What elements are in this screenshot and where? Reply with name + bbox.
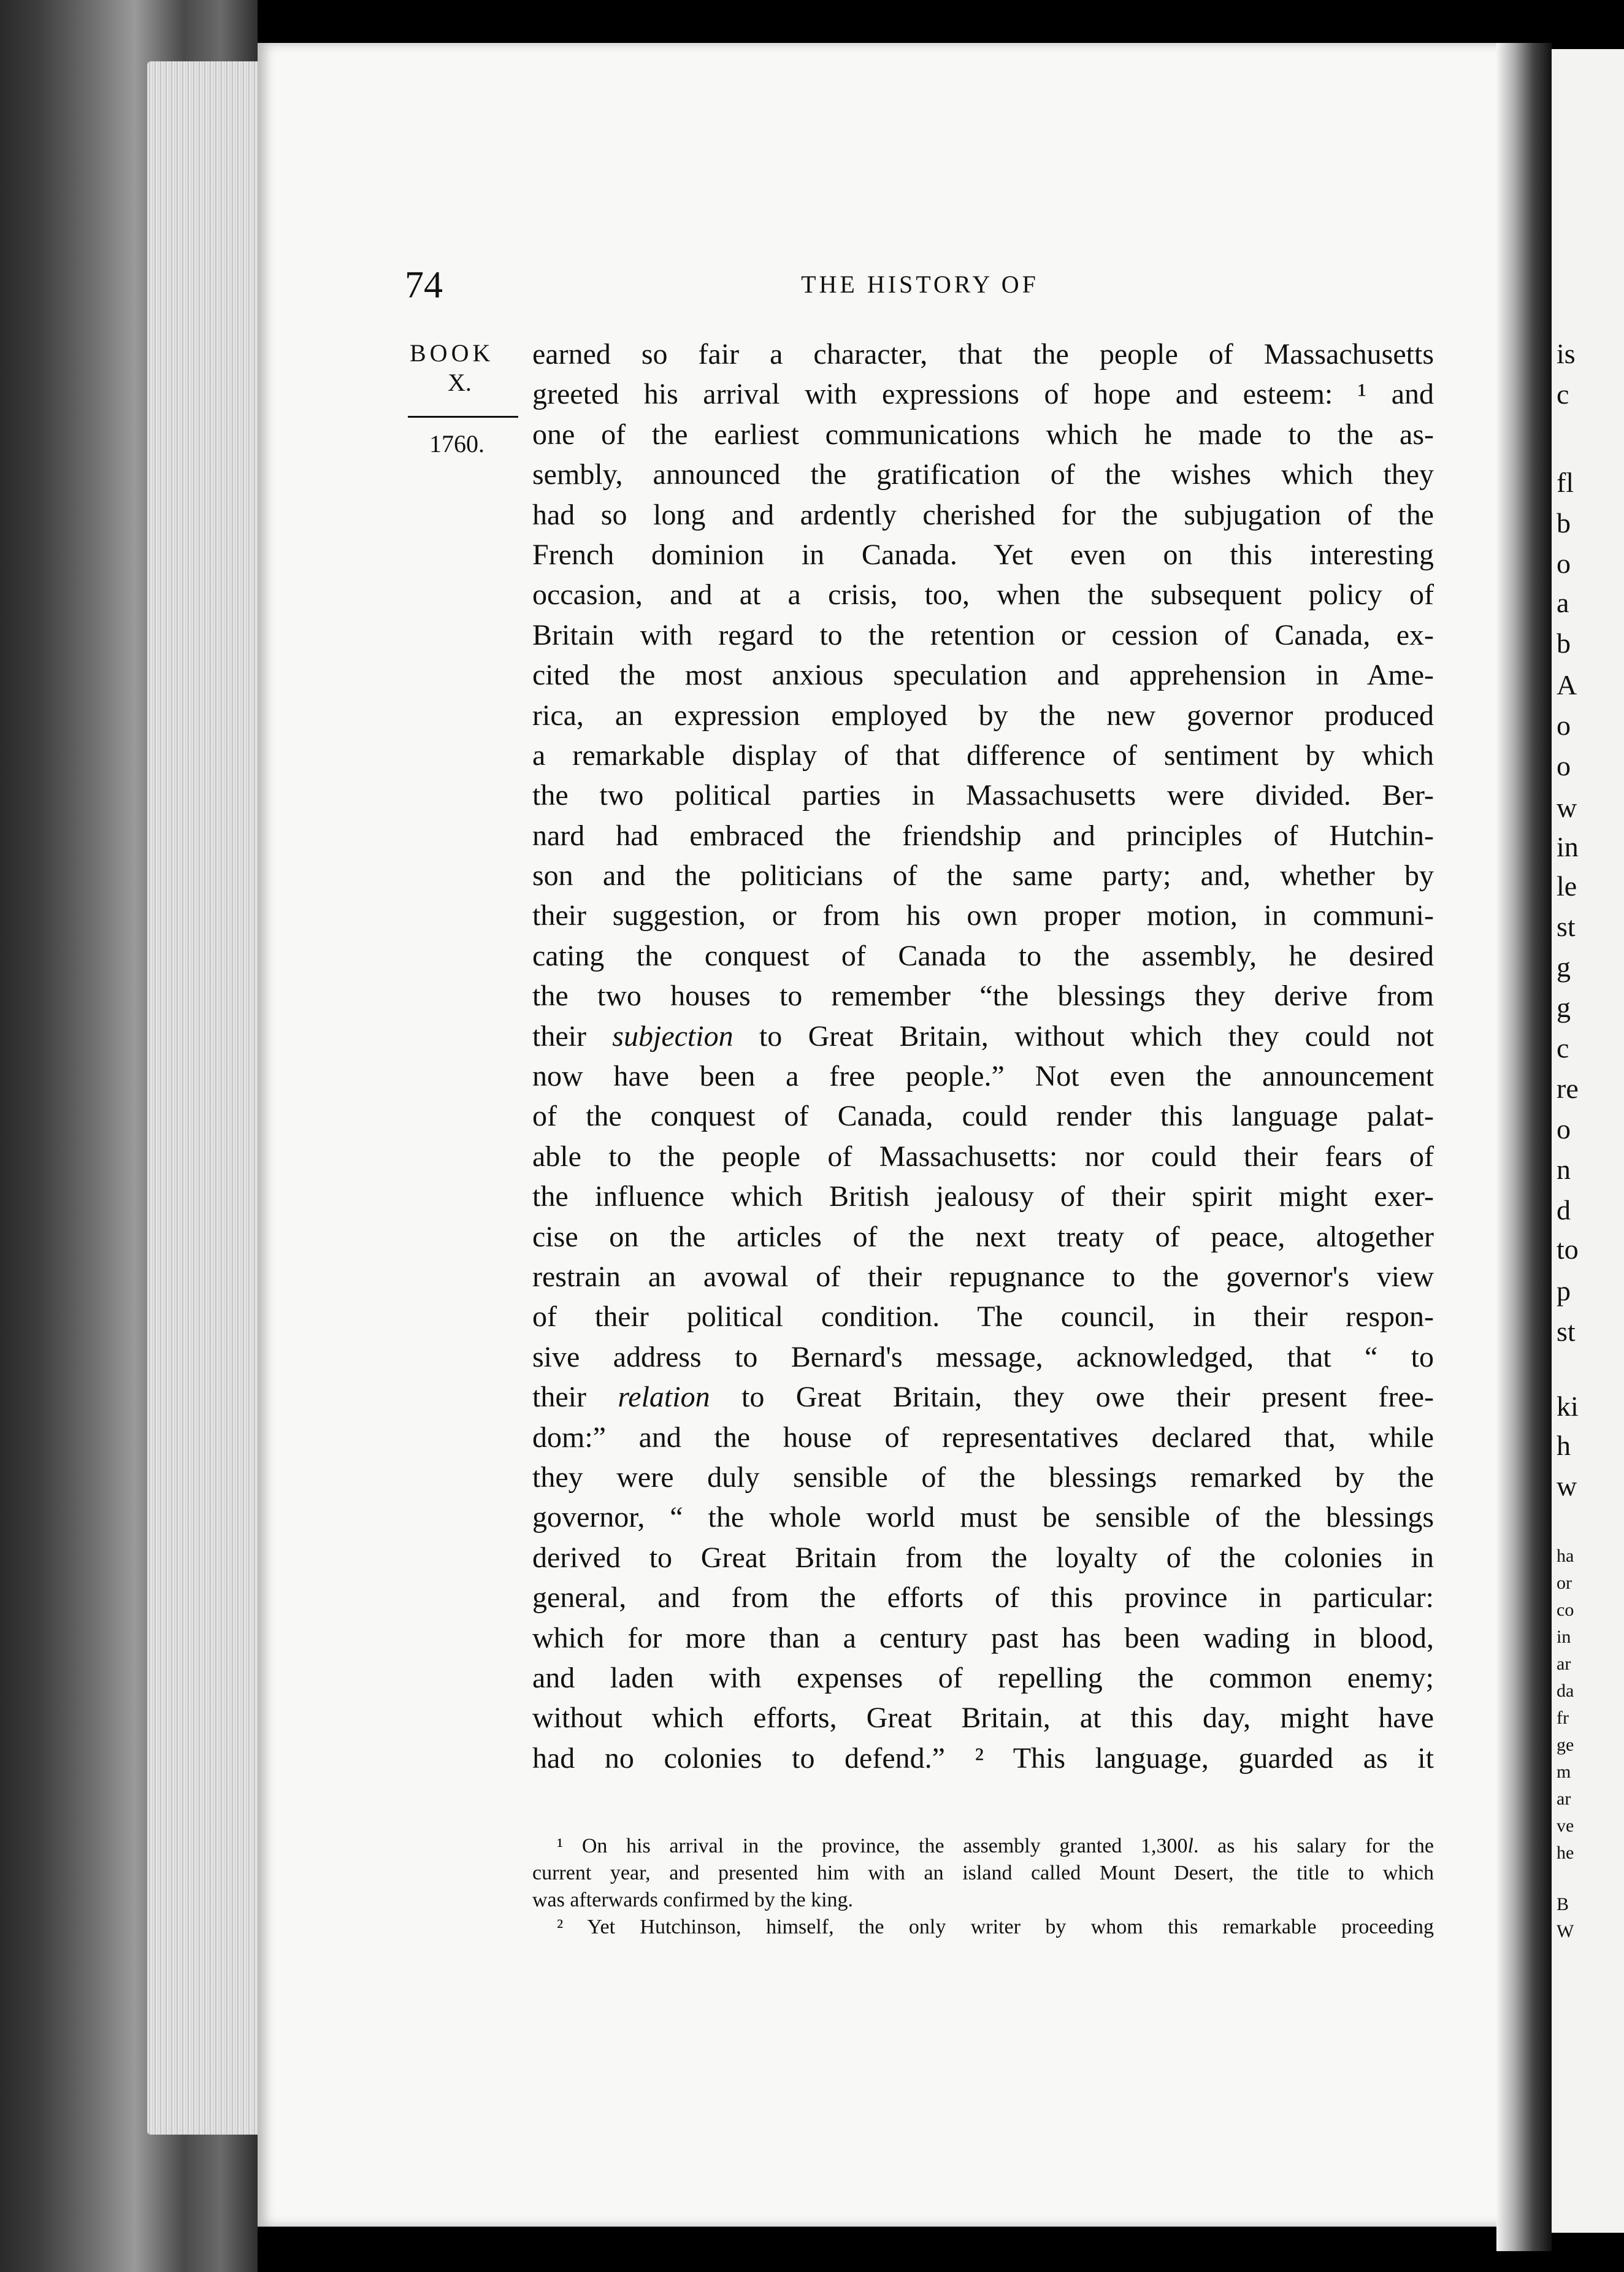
facing-page-note-fragment: he [1557,1843,1574,1863]
body-line: sembly, announced the gratification of the wishes which they [532,458,1434,491]
facing-page-fragment: b [1557,627,1571,659]
page-number: 74 [405,264,443,306]
footnotes [532,1833,1434,1941]
running-head: THE HISTORY OF [801,271,1039,298]
facing-page-fragment: re [1557,1073,1579,1104]
body-line: which for more than a century past has been wading in blood, [532,1621,1434,1654]
body-line: greeted his arrival with expressions of hope and esteem: ¹ and [532,378,1434,411]
facing-page-fragment: a [1557,587,1569,618]
body-line: cise on the articles of the next treaty of peace, altogether [532,1220,1434,1253]
facing-page-fragment: st [1557,911,1576,942]
facing-page-fragment: A [1557,669,1577,700]
body-line: and laden with expenses of repelling the common enemy; [532,1661,1434,1694]
margin-rule [408,416,518,418]
body-text [532,334,1434,1778]
facing-page-fragment: le [1557,870,1577,902]
facing-page-fragment: o [1557,710,1571,741]
margin-book-label: BOOK [410,339,494,367]
footnote-line: was afterwards confirmed by the king. [532,1889,854,1911]
body-line: Britain with regard to the retention or cession of Canada, ex- [532,618,1434,651]
facing-page-fragment: n [1557,1154,1571,1185]
body-line: derived to Great Britain from the loyalty of the colonies in [532,1541,1434,1574]
facing-page-fragment: p [1557,1275,1571,1307]
body-line: had so long and ardently cherished for the subjugation of the [532,498,1434,531]
body-line: restrain an avowal of their repugnance to the governor's view [532,1260,1434,1293]
facing-page-fragment: g [1557,992,1571,1023]
body-line: the two political parties in Massachusetts were divided. Ber- [532,779,1434,812]
facing-page-fragment: c [1557,1032,1569,1064]
body-line: their relation to Great Britain, they owe their present free- [532,1381,1434,1414]
body-line: their subjection to Great Britain, without which they could not [532,1019,1434,1053]
footnote-line: ¹ On his arrival in the province, the assembly granted 1,300l. as his salary for the [557,1835,1434,1857]
facing-page-note-fragment: in [1557,1627,1571,1647]
facing-page-fragment: w [1557,1470,1577,1502]
facing-page-fragment: st [1557,1316,1576,1347]
page-block-edges [147,61,264,2135]
facing-page-fragment: c [1557,378,1569,410]
facing-page-fragment: o [1557,1113,1571,1145]
body-line: the two houses to remember “the blessings they derive from [532,980,1434,1013]
body-line: cited the most anxious speculation and apprehension in Ame- [532,659,1434,692]
body-line: French dominion in Canada. Yet even on this interesting [532,538,1434,571]
facing-page-fragment: w [1557,792,1577,823]
body-line: cating the conquest of Canada to the assembly, he desired [532,939,1434,972]
body-line: they were duly sensible of the blessings remarked by the [532,1460,1434,1494]
book-gutter [1496,43,1552,2251]
facing-page-fragment: o [1557,548,1571,579]
body-line: nard had embraced the friendship and principles of Hutchin- [532,819,1434,852]
body-line: without which efforts, Great Britain, at this day, might have [532,1702,1434,1735]
facing-page-fragment: d [1557,1194,1571,1226]
facing-page-fragment: h [1557,1430,1571,1461]
body-line: a remarkable display of that difference of sentiment by which [532,739,1434,772]
body-line: sive address to Bernard's message, acknowledged, that “ to [532,1340,1434,1373]
body-line: general, and from the efforts of this province in particular: [532,1581,1434,1614]
facing-page-note-fragment: da [1557,1681,1574,1701]
body-line: able to the people of Massachusetts: nor could their fears of [532,1140,1434,1173]
facing-page-note-fragment: W [1557,1921,1574,1941]
body-line: their suggestion, or from his own proper motion, in communi- [532,899,1434,932]
facing-page-note-fragment: ve [1557,1816,1574,1836]
body-line: the influence which British jealousy of their spirit might exer- [532,1180,1434,1213]
facing-page-note-fragment: co [1557,1600,1574,1620]
body-line: son and the politicians of the same party; and, whether by [532,859,1434,892]
facing-page-fragment: fl [1557,467,1574,498]
footnote-line: ² Yet Hutchinson, himself, the only writer by whom this remarkable proceeding [557,1916,1434,1938]
body-line: earned so fair a character, that the people of Massachusetts [532,338,1434,370]
facing-page-note-fragment: ar [1557,1789,1571,1809]
facing-page-note-fragment: fr [1557,1708,1569,1728]
facing-page-fragment: to [1557,1234,1579,1265]
body-line: of the conquest of Canada, could render this language palat- [532,1100,1434,1133]
facing-page-edge [1552,49,1624,2233]
body-line: dom:” and the house of representatives declared that, while [532,1421,1434,1454]
body-line: of their political condition. The council, in their respon- [532,1300,1434,1334]
margin-volume-number: X. [448,369,472,396]
facing-page-fragment: b [1557,507,1571,539]
facing-page-note-fragment: ar [1557,1654,1571,1674]
margin-year: 1760. [429,430,485,458]
footnote-line: current year, and presented him with an island called Mount Desert, the title to which [532,1862,1434,1884]
body-line: had no colonies to defend.” ² This language, guarded as it [532,1741,1434,1775]
facing-page-note-fragment: m [1557,1762,1571,1782]
facing-page-fragment: in [1557,831,1579,862]
facing-page-note-fragment: ge [1557,1735,1574,1755]
body-line: rica, an expression employed by the new governor produced [532,699,1434,732]
body-line: governor, “ the whole world must be sensible of the blessings [532,1501,1434,1534]
facing-page-note-fragment: B [1557,1894,1569,1914]
facing-page-fragment: o [1557,750,1571,781]
facing-page-fragment: g [1557,951,1571,983]
facing-page-fragment: is [1557,338,1576,369]
body-line: now have been a free people.” Not even the announcement [532,1060,1434,1093]
body-line: occasion, and at a crisis, too, when the subsequent policy of [532,578,1434,612]
facing-page-note-fragment: ha [1557,1546,1574,1566]
facing-page-fragment: ki [1557,1391,1579,1422]
facing-page-note-fragment: or [1557,1573,1572,1593]
body-line: one of the earliest communications which he made to the as- [532,418,1434,451]
